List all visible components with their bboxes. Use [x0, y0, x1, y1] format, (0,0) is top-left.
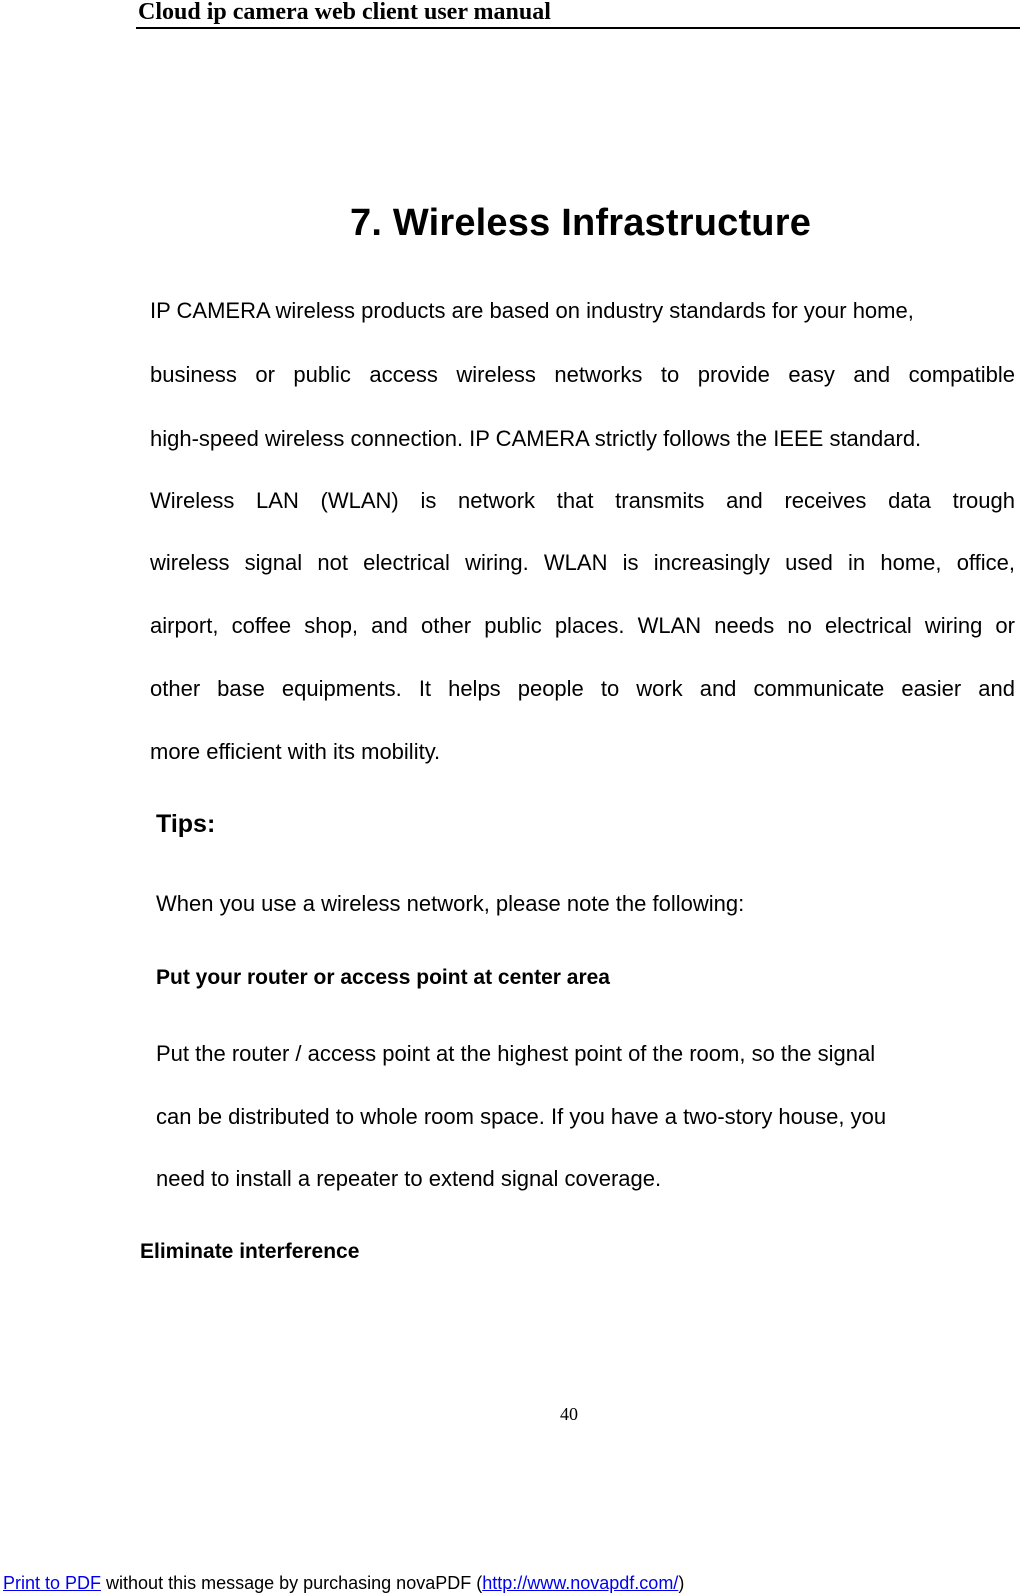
novapdf-url-link[interactable]: http://www.novapdf.com/: [482, 1573, 679, 1593]
footer-text: without this message by purchasing novaPDF (: [101, 1573, 483, 1593]
document-header-title: Cloud ip camera web client user manual: [138, 0, 551, 25]
body-line: airport, coffee shop, and other public places. WLAN needs no electrical wiring or: [150, 613, 1015, 638]
page-number: 40: [560, 1404, 578, 1424]
pdf-footer: [3, 1573, 684, 1593]
chapter-number: 7.: [350, 202, 383, 244]
tips-paragraph-line: can be distributed to whole room space. If you have a two-story house, you: [156, 1104, 887, 1129]
body-line: more efficient with its mobility.: [150, 739, 441, 764]
section-heading-router-placement: Put your router or access point at center area: [156, 966, 610, 989]
footer-closing-paren: ): [678, 1573, 685, 1593]
body-line: other base equipments. It helps people to work and communicate easier and: [150, 676, 1015, 701]
header-divider: [136, 27, 1020, 29]
body-line: wireless signal not electrical wiring. WLAN is increasingly used in home, office,: [150, 550, 1015, 575]
chapter-title-text: Wireless Infrastructure: [392, 202, 812, 244]
body-line: high-speed wireless connection. IP CAMERA strictly follows the IEEE standard.: [150, 426, 922, 451]
body-line: Wireless LAN (WLAN) is network that transmits and receives data trough: [150, 488, 1015, 513]
tips-heading: Tips:: [156, 810, 216, 838]
body-line: IP CAMERA wireless products are based on industry standards for your home,: [150, 298, 914, 323]
print-to-pdf-link[interactable]: Print to PDF: [3, 1573, 102, 1593]
tips-paragraph-line: need to install a repeater to extend signal coverage.: [156, 1166, 662, 1191]
chapter-title: [350, 200, 811, 246]
tips-intro: When you use a wireless network, please note the following:: [156, 891, 745, 916]
body-line: business or public access wireless networks to provide easy and compatible: [150, 362, 1015, 387]
section-heading-eliminate-interference: Eliminate interference: [140, 1240, 360, 1263]
tips-paragraph-line: Put the router / access point at the highest point of the room, so the signal: [156, 1041, 876, 1066]
